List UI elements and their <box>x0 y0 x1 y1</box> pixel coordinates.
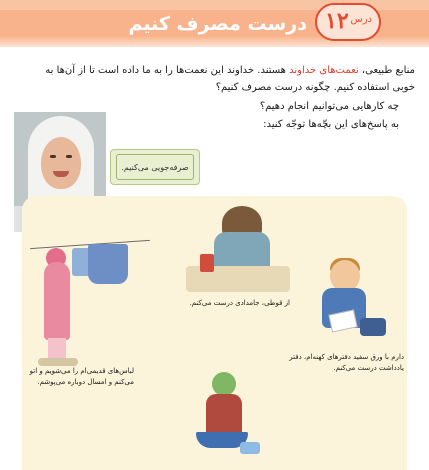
intro-highlight: نعمت‌های خداوند <box>289 65 359 76</box>
boy-legs <box>360 318 386 336</box>
caption-boy <box>289 352 404 374</box>
lesson-title: درست مصرف کنیم <box>128 13 307 35</box>
intro-question-1: چه کارهایی می‌توانیم انجام دهیم؟ <box>259 101 399 112</box>
girl-smile <box>53 171 69 177</box>
laundry-basket <box>38 358 78 366</box>
wet-cloth <box>240 442 260 454</box>
caption-clothes-line-2: می‌کنم و امسال دوباره می‌پوشم. <box>37 378 134 386</box>
hanging-jeans <box>88 244 128 284</box>
caption-clothes-line-1: لباس‌های قدیمی‌ام را می‌شویم و اتو <box>29 367 134 375</box>
caption-boy-line-2: یادداشت درست می‌کنم. <box>333 364 404 372</box>
girl-eye-right <box>66 155 72 158</box>
intro-line-1-start: منابع طبیعی، <box>358 65 415 76</box>
caption-clothes <box>29 366 134 388</box>
speech-tag-text: صرفه‌جویی می‌کنیم. <box>116 154 194 180</box>
clothes-girl-body <box>44 262 70 340</box>
intro-line-1-end: هستند. خداوند این نعمت‌ها را به ما داده است تا از آن‌ها به <box>45 65 290 76</box>
girl-face <box>41 137 81 189</box>
intro-line-1 <box>15 63 415 78</box>
tin-can-icon <box>200 254 214 272</box>
speech-tag <box>110 149 200 185</box>
lesson-number-badge <box>315 3 381 41</box>
intro-line-2: خوبی استفاده کنیم. چگونه درست مصرف کنیم؟ <box>215 82 415 93</box>
girl-eye-left <box>50 155 56 158</box>
intro-question-2: به پاسخ‌های این بچّه‌ها توجّه کنید: <box>263 119 399 130</box>
washing-girl-head <box>212 372 236 396</box>
lesson-header <box>0 0 429 47</box>
lesson-word: درس <box>350 14 372 25</box>
caption-desk: از قوطی، جامدادی درست می‌کنم. <box>189 299 290 307</box>
clothes-girl-legs <box>48 338 66 360</box>
caption-boy-line-1: دارم با ورق سفید دفترهای کهنه‌ام، دفتر <box>289 353 404 361</box>
lesson-number: ۱۲ <box>325 8 349 34</box>
